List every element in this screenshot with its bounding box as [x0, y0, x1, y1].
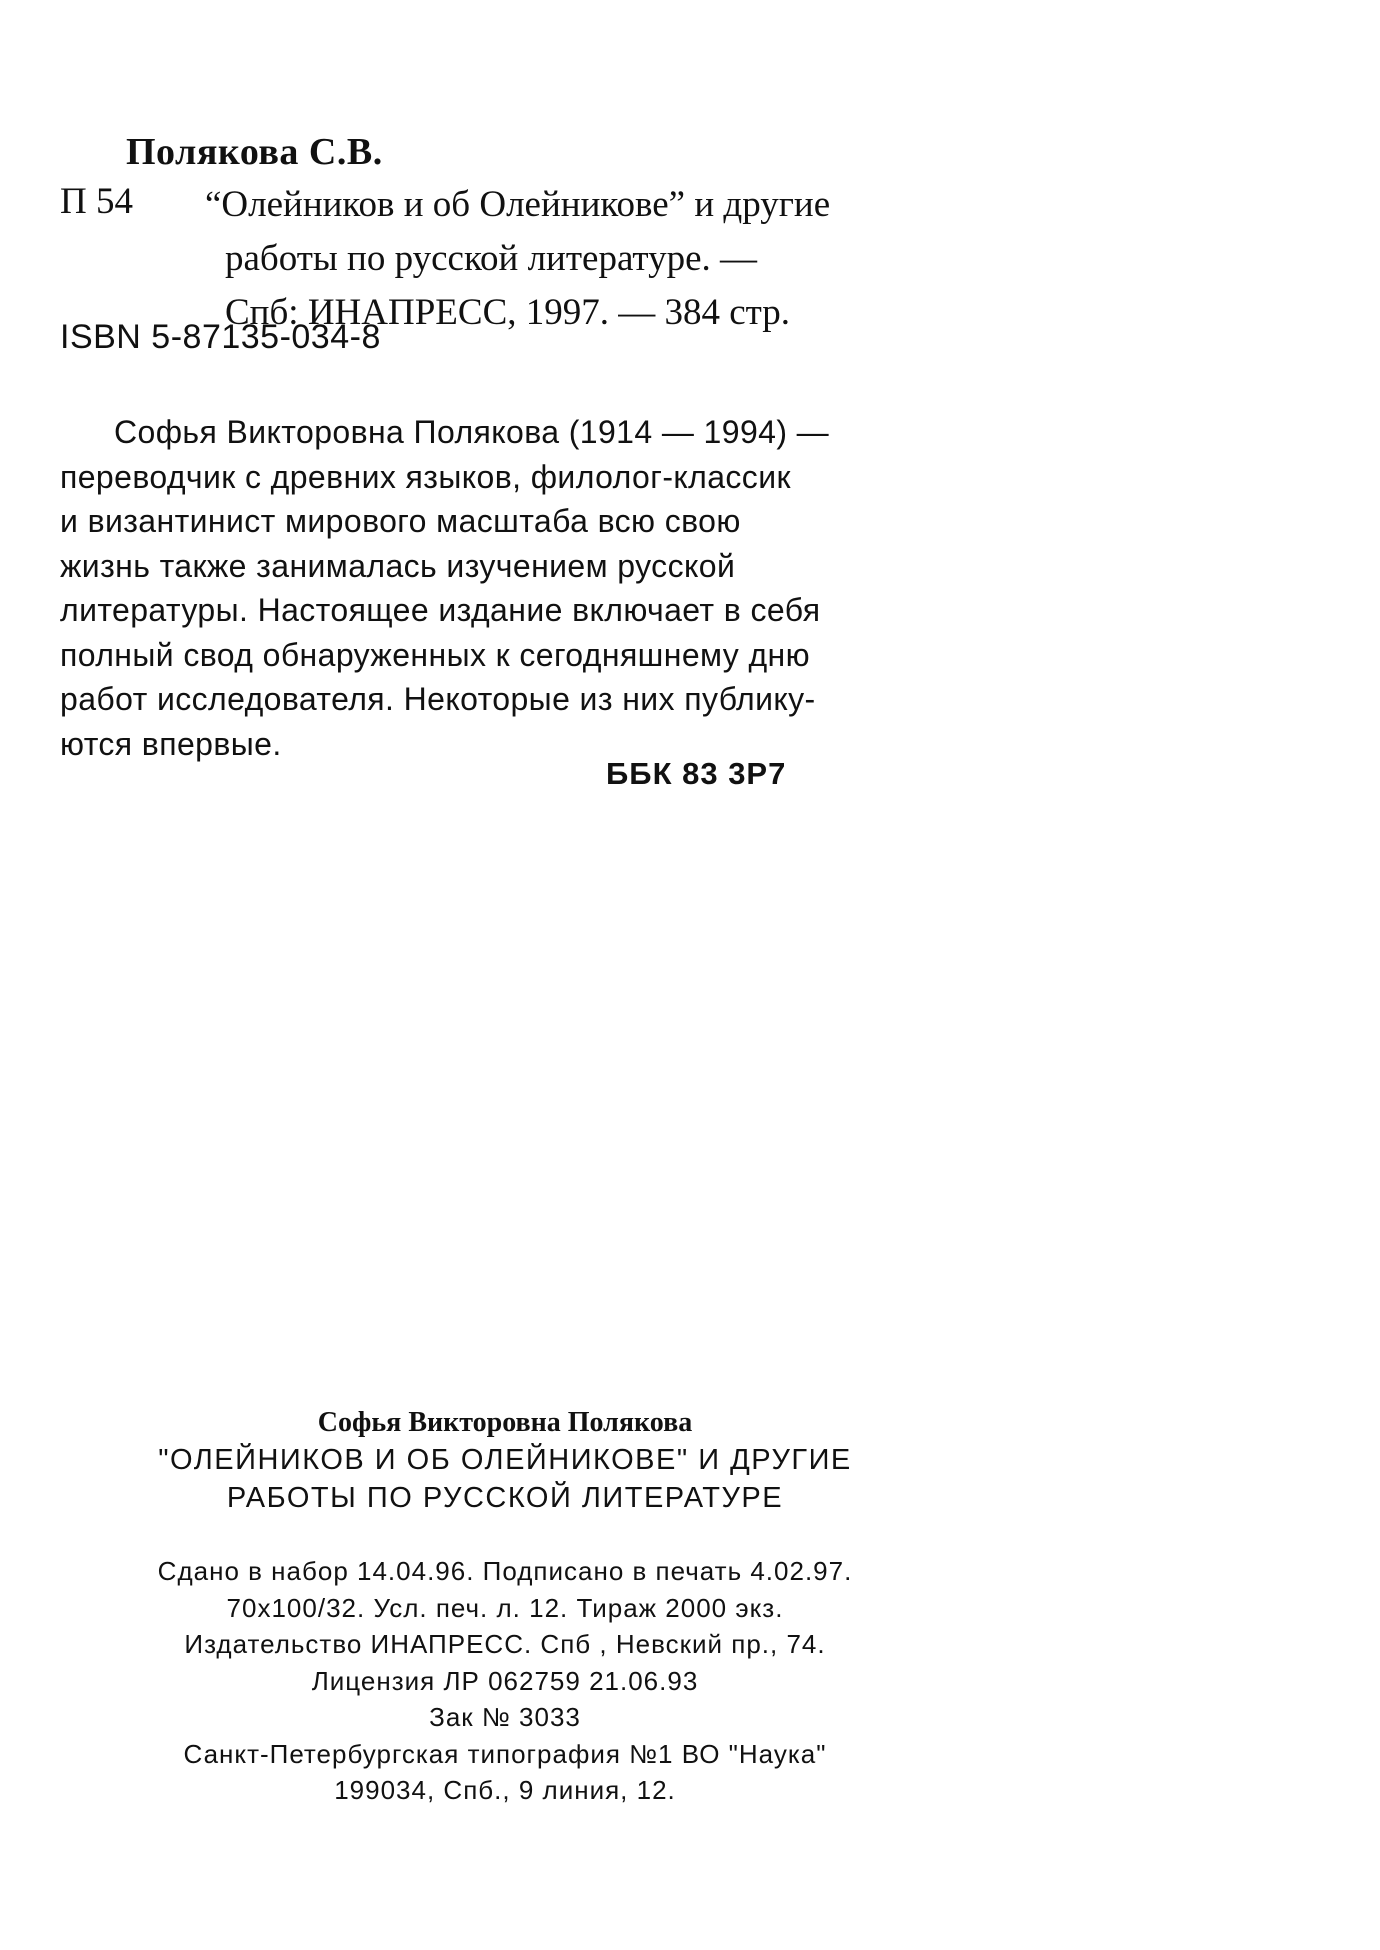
imprint-detail-line: Лицензия ЛР 062759 21.06.93 [311, 1665, 699, 1696]
imprint-detail-line: Сдано в набор 14.04.96. Подписано в печать 4.02.97. [157, 1556, 853, 1586]
annotation-line: полный свод обнаруженных к сегодняшнему дню [60, 636, 811, 673]
annotation-line: Софья Викторовна Полякова (1914 — 1994) — [114, 414, 830, 450]
catalog-title-block [205, 178, 830, 340]
imprint-block [60, 1405, 950, 1809]
imprint-detail-line: Зак № 3033 [429, 1702, 581, 1732]
imprint-title-line: РАБОТЫ ПО РУССКОЙ ЛИТЕРАТУРЕ [226, 1482, 784, 1514]
annotation-line: литературы. Настоящее издание включает в себя [60, 592, 821, 628]
annotation-line: ются впервые. [60, 725, 282, 762]
catalog-title-line: работы по русской литературе. — [225, 238, 758, 279]
isbn: ISBN 5-87135-034-8 [60, 318, 381, 356]
catalog-title-line: “Олейников и об Олейникове” и другие [205, 184, 831, 225]
annotation-line: работ исследователя. Некоторые из них публику- [60, 681, 816, 717]
imprint-detail-line: 199034, Спб., 9 линия, 12. [334, 1775, 676, 1805]
catalog-title-line: Спб: ИНАПРЕСС, 1997. — 384 стр. [225, 292, 791, 333]
annotation-line: переводчик с древних языков, филолог-классик [60, 458, 791, 495]
imprint-detail-line: Издательство ИНАПРЕСС. Спб , Невский пр., 74. [184, 1629, 826, 1659]
catalog-author: Полякова С.В. [126, 131, 383, 173]
annotation-paragraph [60, 410, 930, 766]
catalog-code: П 54 [60, 181, 133, 222]
annotation-line: жизнь также занималась изучением русской [60, 547, 736, 584]
imprint-author: Софья Викторовна Полякова [317, 1407, 693, 1438]
imprint-title [60, 1441, 950, 1517]
bbk-code: ББК 83 3Р7 [606, 756, 787, 791]
imprint-title-line: "ОЛЕЙНИКОВ И ОБ ОЛЕЙНИКОВЕ" И ДРУГИЕ [158, 1444, 852, 1476]
imprint-details [60, 1553, 950, 1809]
annotation-line: и византинист мирового масштаба всю свою [60, 503, 741, 539]
imprint-detail-line: Санкт-Петербургская типография №1 ВО "Наука" [183, 1738, 827, 1769]
imprint-detail-line: 70х100/32. Усл. печ. л. 12. Тираж 2000 экз. [226, 1592, 784, 1623]
